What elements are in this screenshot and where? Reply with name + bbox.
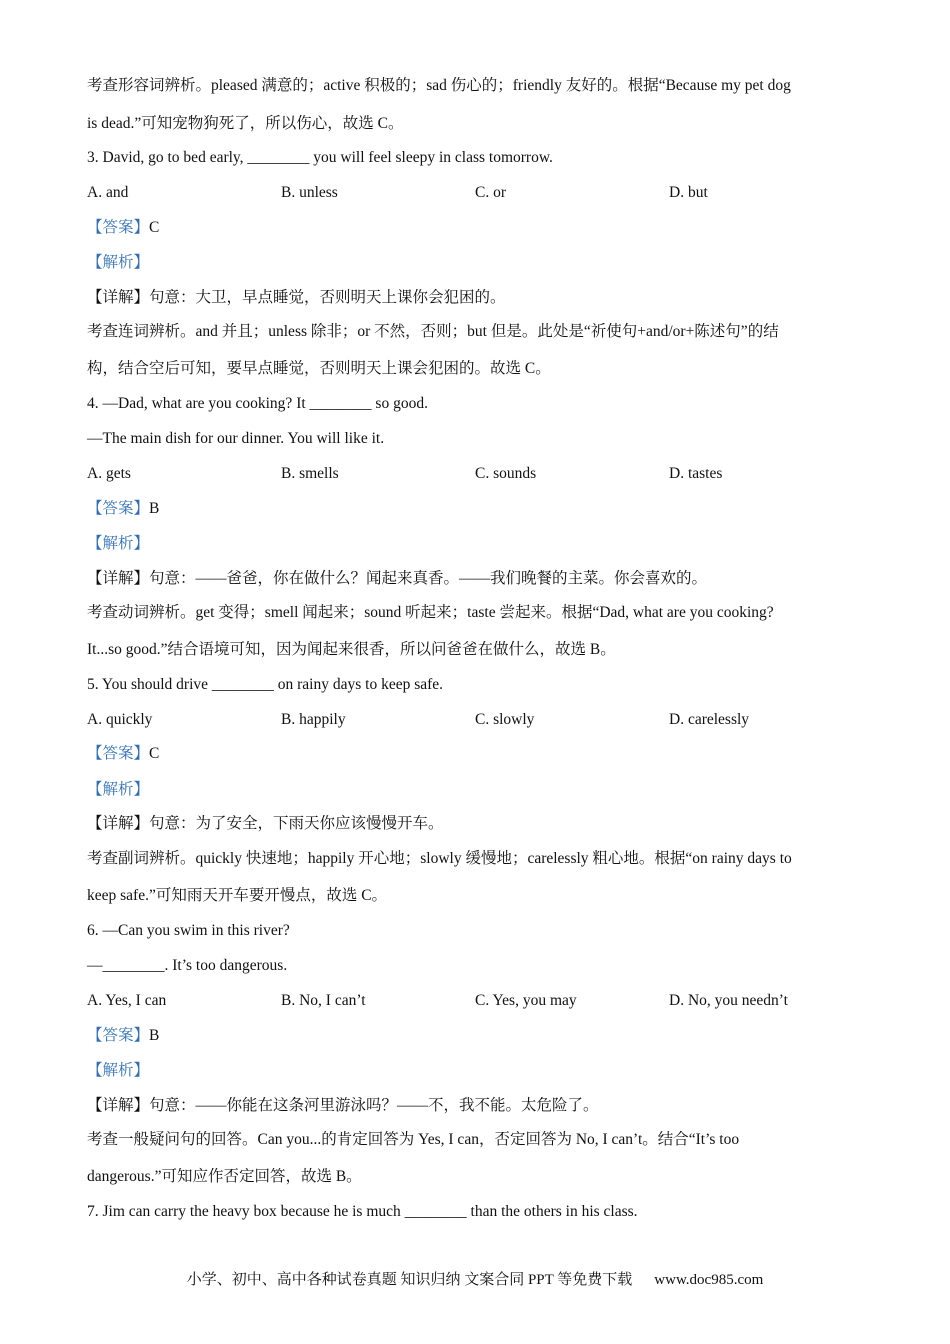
option-c: C. or	[475, 184, 506, 201]
answer-value: B	[149, 500, 160, 517]
option-d: D. No, you needn’t	[669, 992, 788, 1009]
analysis-tag: 【解析】	[87, 781, 150, 798]
analysis-text: is dead.”可知宠物狗死了，所以伤心，故选 C。	[87, 115, 404, 132]
option-a: A. and	[87, 184, 129, 201]
detail-text: 句意：为了安全，下雨天你应该慢慢开车。	[149, 815, 444, 832]
option-c: C. slowly	[475, 711, 535, 728]
detail-line	[87, 1096, 599, 1116]
option-d: D. but	[669, 184, 708, 201]
option-c: C. sounds	[475, 465, 537, 482]
question-stem: 3. David, go to bed early, ________ you will feel sleepy in class tomorrow.	[87, 149, 553, 166]
option-a: A. quickly	[87, 711, 153, 728]
answer-line	[87, 218, 159, 238]
footer-text: 小学、初中、高中各种试卷真题 知识归纳 文案合同 PPT 等免费下载	[186, 1272, 633, 1288]
detail-tag: 【详解】	[87, 815, 150, 832]
option-b: B. smells	[281, 465, 339, 482]
analysis-tag: 【解析】	[87, 1062, 150, 1079]
analysis-tag: 【解析】	[87, 535, 150, 552]
question-stem: 4. —Dad, what are you cooking? It ________ so good.	[87, 395, 428, 412]
detail-text: 句意：——爸爸，你在做什么？闻起来真香。——我们晚餐的主菜。你会喜欢的。	[149, 570, 708, 587]
option-b: B. happily	[281, 711, 346, 728]
explain-text: 考查连词辨析。and 并且；unless 除非；or 不然，否则；but 但是。此处是“祈使句+and/or+陈述句”的结	[87, 323, 779, 340]
option-d: D. tastes	[669, 465, 723, 482]
explain-text: 考查副词辨析。quickly 快速地；happily 开心地；slowly 缓慢地；carelessly 粗心地。根据“on rainy days to	[87, 850, 792, 867]
detail-text: 句意：——你能在这条河里游泳吗？——不，我不能。太危险了。	[149, 1097, 599, 1114]
explain-text: It...so good.”结合语境可知，因为闻起来很香，所以问爸爸在做什么，故选 B。	[87, 641, 616, 658]
answer-tag: 【答案】	[87, 500, 150, 517]
detail-tag: 【详解】	[87, 1097, 150, 1114]
question-stem: 5. You should drive ________ on rainy days to keep safe.	[87, 676, 444, 693]
detail-line	[87, 288, 506, 308]
analysis-text: 考查形容词辨析。pleased 满意的；active 积极的；sad 伤心的；friendly 友好的。根据“Because my pet dog	[87, 77, 791, 94]
detail-line	[87, 569, 707, 589]
answer-line	[87, 744, 159, 764]
answer-line	[87, 499, 159, 519]
question-stem: —The main dish for our dinner. You will like it.	[87, 430, 385, 447]
explain-text: 考查动词辨析。get 变得；smell 闻起来；sound 听起来；taste 尝起来。根据“Dad, what are you cooking?	[87, 604, 774, 621]
answer-value: C	[149, 219, 160, 236]
option-a: A. Yes, I can	[87, 992, 167, 1009]
detail-line	[87, 814, 444, 834]
page-footer	[0, 1270, 950, 1290]
detail-tag: 【详解】	[87, 289, 150, 306]
question-stem: —________. It’s too dangerous.	[87, 957, 288, 974]
option-c: C. Yes, you may	[475, 992, 577, 1009]
option-b: B. unless	[281, 184, 338, 201]
explain-text: dangerous.”可知应作否定回答，故选 B。	[87, 1168, 362, 1185]
option-a: A. gets	[87, 465, 131, 482]
question-stem: 7. Jim can carry the heavy box because he is much ________ than the others in his class.	[87, 1203, 638, 1220]
answer-value: C	[149, 745, 160, 762]
answer-tag: 【答案】	[87, 219, 150, 236]
answer-tag: 【答案】	[87, 745, 150, 762]
footer-website-link[interactable]: www.doc985.com	[654, 1272, 764, 1288]
explain-text: 构，结合空后可知，要早点睡觉，否则明天上课会犯困的。故选 C。	[87, 360, 551, 377]
answer-tag: 【答案】	[87, 1027, 150, 1044]
answer-line	[87, 1026, 159, 1046]
option-b: B. No, I can’t	[281, 992, 366, 1009]
analysis-tag: 【解析】	[87, 254, 150, 271]
explain-text: 考查一般疑问句的回答。Can you...的肯定回答为 Yes, I can，否定回答为 No, I can’t。结合“It’s too	[87, 1131, 740, 1148]
explain-text: keep safe.”可知雨天开车要开慢点，故选 C。	[87, 887, 388, 904]
question-stem: 6. —Can you swim in this river?	[87, 922, 290, 939]
answer-value: B	[149, 1027, 160, 1044]
detail-text: 句意：大卫，早点睡觉，否则明天上课你会犯困的。	[149, 289, 506, 306]
detail-tag: 【详解】	[87, 570, 150, 587]
option-d: D. carelessly	[669, 711, 750, 728]
